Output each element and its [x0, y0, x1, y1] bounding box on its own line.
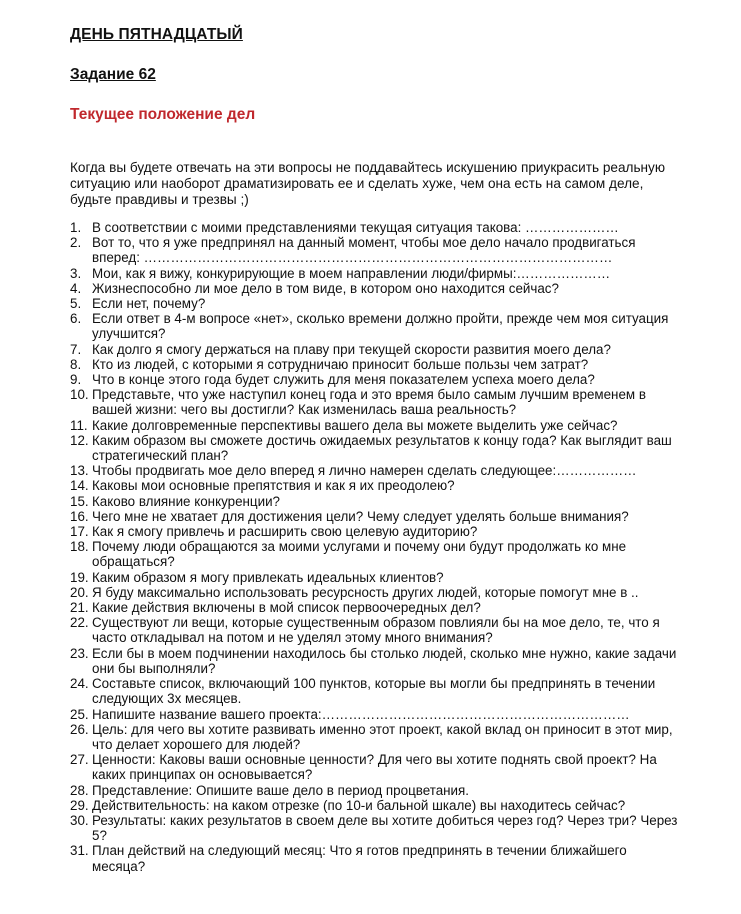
question-item — [70, 357, 680, 372]
question-text: Напишите название вашего проекта:…………………………………………………………… — [92, 706, 630, 722]
question-text: Какие действия включены в мой список первоочередных дел? — [92, 600, 481, 616]
question-number: 14. — [70, 478, 89, 494]
question-number: 18. — [70, 539, 89, 555]
question-text: Каково влияние конкуренции? — [92, 493, 280, 509]
question-text: Цель: для чего вы хотите развивать именно этот проект, какой вклад он приносит в этот мир, что делает хорошего для людей? — [92, 721, 673, 752]
question-item — [70, 798, 680, 813]
question-item — [70, 387, 680, 417]
question-number: 19. — [70, 569, 89, 585]
question-text: Представьте, что уже наступил конец года и это время было самым лучшим временем в вашей жизни: чего вы достигли? Как изменилась ваша реальность? — [92, 387, 646, 418]
question-item — [70, 418, 680, 433]
question-item — [70, 646, 680, 676]
question-item — [70, 585, 680, 600]
question-text: Вот то, что я уже предпринял на данный момент, чтобы мое дело начало продвигаться вперед: …………………………………………………………………………………………… — [92, 235, 636, 266]
question-text: Существуют ли вещи, которые существенным образом повлияли бы на мое дело, те, что я часто откладывал на потом и не уделял этому много внимания? — [92, 615, 660, 646]
question-item — [70, 296, 680, 311]
question-number: 26. — [70, 721, 89, 737]
question-item — [70, 524, 680, 539]
question-number: 20. — [70, 584, 89, 600]
question-text: Каким образом я могу привлекать идеальных клиентов? — [92, 569, 444, 585]
question-number: 7. — [70, 341, 82, 357]
question-number: 28. — [70, 782, 89, 798]
question-number: 23. — [70, 645, 89, 661]
question-item — [70, 600, 680, 615]
question-item — [70, 478, 680, 493]
question-number: 29. — [70, 797, 89, 813]
question-item — [70, 494, 680, 509]
question-item — [70, 783, 680, 798]
question-number: 2. — [70, 235, 82, 251]
question-number: 27. — [70, 752, 89, 768]
question-text: Чего мне не хватает для достижения цели? Чему следует уделять больше внимания? — [92, 508, 629, 524]
question-number: 9. — [70, 372, 82, 388]
question-text: Как долго я смогу держаться на плаву при текущей скорости развития моего дела? — [92, 341, 611, 357]
question-item — [70, 266, 680, 281]
question-item — [70, 570, 680, 585]
question-text: Жизнеспособно ли мое дело в том виде, в котором оно находится сейчас? — [92, 280, 559, 296]
question-text: Как я смогу привлечь и расширить свою целевую аудиторию? — [92, 524, 478, 540]
question-number: 22. — [70, 615, 89, 631]
question-text: Какие долговременные перспективы вашего дела вы можете выделить уже сейчас? — [92, 417, 618, 433]
question-item — [70, 372, 680, 387]
question-item — [70, 463, 680, 478]
question-number: 8. — [70, 356, 82, 372]
question-number: 5. — [70, 296, 82, 312]
question-text: Если нет, почему? — [92, 296, 206, 312]
question-number: 31. — [70, 843, 89, 859]
task-title: Задание 62 — [70, 66, 156, 83]
question-number: 1. — [70, 220, 82, 235]
question-text: Мои, как я вижу, конкурирующие в моем направлении люди/фирмы:………………… — [92, 265, 611, 281]
question-number: 12. — [70, 432, 89, 448]
question-number: 3. — [70, 265, 82, 281]
question-item — [70, 707, 680, 722]
intro-paragraph: Когда вы будете отвечать на эти вопросы не поддавайтесь искушению приукрасить реальную ситуацию или наоборот драматизировать ее и сделать хуже, чем она есть на самом деле, будьте правдивы и трезвы ;) — [70, 160, 666, 207]
section-title: Текущее положение дел — [70, 106, 256, 123]
question-number: 24. — [70, 676, 89, 692]
question-text: В соответствии с моими представлениями текущая ситуация такова: ………………… — [92, 220, 619, 235]
question-number: 15. — [70, 493, 89, 509]
question-item — [70, 281, 680, 296]
question-text: Составьте список, включающий 100 пунктов, которые вы могли бы предпринять в течении следующих 3х месяцев. — [92, 676, 656, 707]
question-text: Если бы в моем подчинении находилось бы столько людей, сколько мне нужно, какие задачи они бы выполняли? — [92, 645, 677, 676]
question-text: Чтобы продвигать мое дело вперед я лично намерен сделать следующее:……………… — [92, 463, 637, 479]
question-number: 10. — [70, 387, 89, 403]
question-text: Я буду максимально использовать ресурсность других людей, которые помогут мне в .. — [92, 584, 639, 600]
question-text: Каковы мои основные препятствия и как я их преодолею? — [92, 478, 455, 494]
question-item — [70, 813, 680, 843]
question-number: 16. — [70, 508, 89, 524]
question-number: 21. — [70, 600, 89, 616]
question-text: Почему люди обращаются за моими услугами и почему они будут продолжать ко мне обращаться? — [92, 539, 627, 570]
question-text: Если ответ в 4-м вопросе «нет», сколько времени должно пройти, прежде чем моя ситуация улучшится? — [92, 311, 669, 342]
question-item — [70, 220, 680, 235]
question-number: 25. — [70, 706, 89, 722]
question-number: 11. — [70, 417, 88, 433]
question-item — [70, 235, 680, 265]
question-item — [70, 615, 680, 645]
question-item — [70, 843, 680, 873]
question-number: 13. — [70, 463, 89, 479]
question-number: 30. — [70, 812, 89, 828]
question-item — [70, 311, 680, 341]
question-item — [70, 539, 680, 569]
question-text: Что в конце этого года будет служить для меня показателем успеха моего дела? — [92, 372, 595, 388]
question-text: Представление: Опишите ваше дело в период процветания. — [92, 782, 469, 798]
question-number: 6. — [70, 311, 82, 327]
question-item — [70, 722, 680, 752]
question-item — [70, 752, 680, 782]
question-item — [70, 342, 680, 357]
question-item — [70, 676, 680, 706]
question-text: Действительность: на каком отрезке (по 10-и бальной шкале) вы находитесь сейчас? — [92, 797, 626, 813]
question-text: Каким образом вы сможете достичь ожидаемых результатов к концу года? Как выглядит ваш стратегический план? — [92, 432, 672, 464]
day-title: ДЕНЬ ПЯТНАДЦАТЫЙ — [70, 26, 243, 43]
question-text: Ценности: Каковы ваши основные ценности? Для чего вы хотите поднять свой проект? На каких принципах он основывается? — [92, 752, 657, 783]
question-item — [70, 509, 680, 524]
question-text: Кто из людей, с которыми я сотрудничаю приносит больше пользы чем затрат? — [92, 356, 589, 372]
question-number: 17. — [70, 524, 89, 540]
question-item — [70, 433, 680, 463]
question-number: 4. — [70, 280, 82, 296]
question-text: План действий на следующий месяц: Что я готов предпринять в течении ближайшего месяца? — [92, 843, 627, 874]
questions-list — [70, 220, 680, 874]
question-text: Результаты: каких результатов в своем деле вы хотите добиться через год? Через три? Через 5? — [92, 812, 678, 844]
